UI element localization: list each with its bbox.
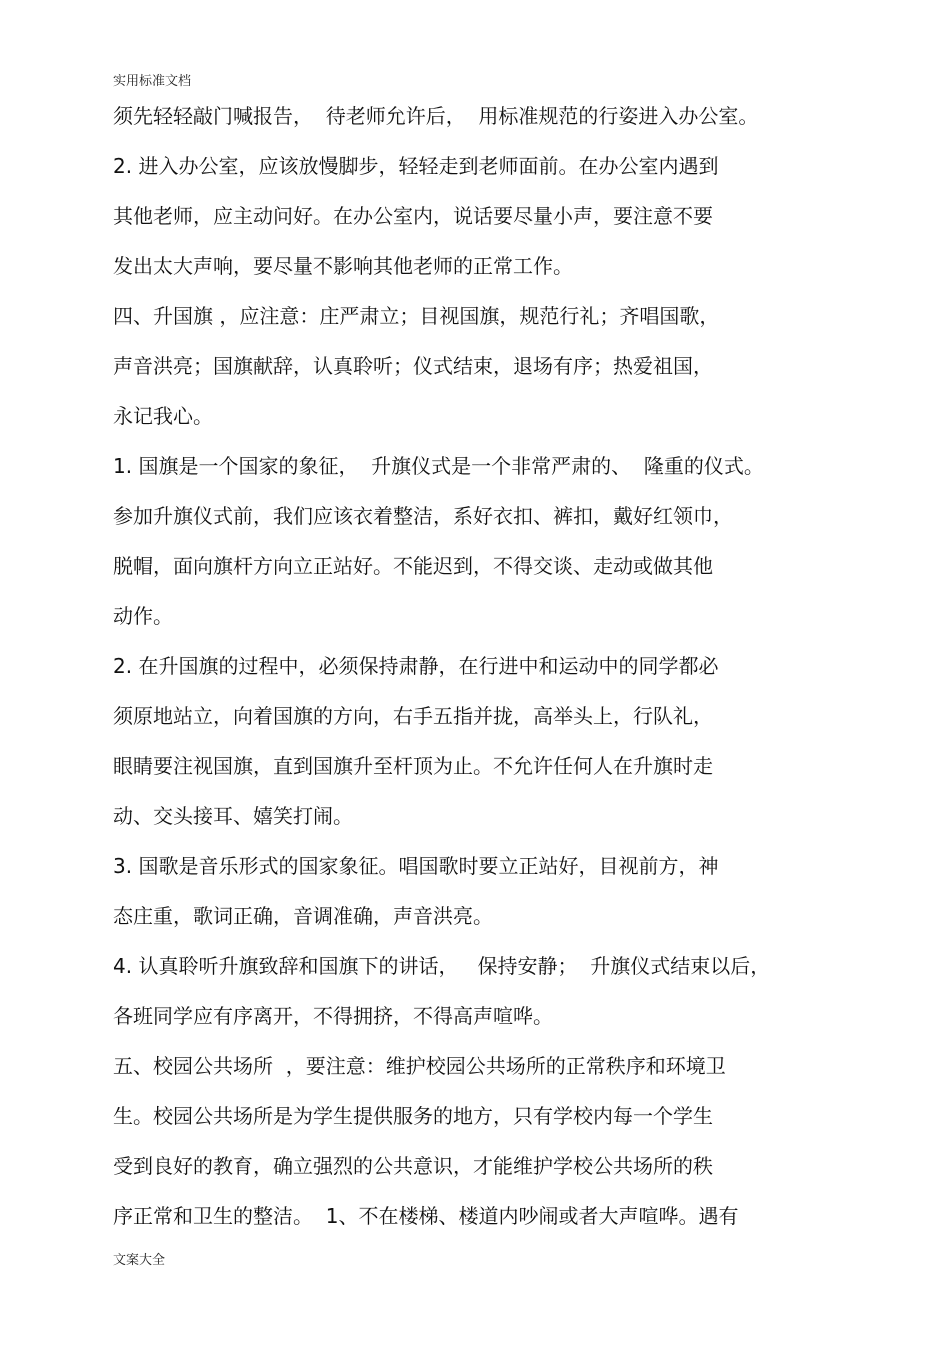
- text-line: 1. 国旗是一个国家的象征， 升旗仪式是一个非常严肃的、 隆重的仪式。: [113, 454, 764, 478]
- text-line: 态庄重，歌词正确，音调准确，声音洪亮。: [113, 904, 493, 928]
- page-header: 实用标准文档: [113, 74, 192, 89]
- text-line: 4. 认真聆听升旗致辞和国旗下的讲话， 保持安静； 升旗仪式结束以后，: [113, 954, 771, 978]
- text-line: 各班同学应有序离开，不得拥挤，不得高声喧哗。: [113, 1004, 553, 1028]
- text-line: 动、交头接耳、嬉笑打闹。: [113, 804, 353, 828]
- text-line: 其他老师，应主动问好。在办公室内，说话要尽量小声，要注意不要: [113, 204, 713, 228]
- text-line: 须先轻轻敲门喊报告， 待老师允许后， 用标准规范的行姿进入办公室。: [113, 104, 759, 128]
- text-line: 脱帽，面向旗杆方向立正站好。不能迟到，不得交谈、走动或做其他: [113, 554, 713, 578]
- text-line: 3. 国歌是音乐形式的国家象征。唱国歌时要立正站好，目视前方，神: [113, 854, 719, 878]
- text-line: 动作。: [113, 604, 173, 628]
- text-line: 2. 在升国旗的过程中，必须保持肃静，在行进中和运动中的同学都必: [113, 654, 719, 678]
- page-footer: 文案大全: [113, 1253, 166, 1268]
- text-line: 眼睛要注视国旗，直到国旗升至杆顶为止。不允许任何人在升旗时走: [113, 754, 713, 778]
- text-line: 生。校园公共场所是为学生提供服务的地方，只有学校内每一个学生: [113, 1104, 713, 1128]
- text-line: 2. 进入办公室，应该放慢脚步，轻轻走到老师面前。在办公室内遇到: [113, 154, 719, 178]
- section-heading-line: 五、校园公共场所 ，要注意：维护校园公共场所的正常秩序和环境卫: [113, 1054, 726, 1078]
- text-line: 受到良好的教育，确立强烈的公共意识，才能维护学校公共场所的秩: [113, 1154, 713, 1178]
- text-line: 须原地站立，向着国旗的方向，右手五指并拢，高举头上，行队礼，: [113, 704, 713, 728]
- section-heading-line: 四、升国旗 ，应注意：庄严肃立；目视国旗，规范行礼；齐唱国歌，: [113, 304, 720, 328]
- text-line: 序正常和卫生的整洁。 1、不在楼梯、楼道内吵闹或者大声喧哗。遇有: [113, 1204, 739, 1228]
- text-line: 声音洪亮；国旗献辞，认真聆听；仪式结束，退场有序；热爱祖国，: [113, 354, 713, 378]
- text-line: 永记我心。: [113, 404, 213, 428]
- text-line: 参加升旗仪式前，我们应该衣着整洁，系好衣扣、裤扣，戴好红领巾，: [113, 504, 733, 528]
- text-line: 发出太大声响，要尽量不影响其他老师的正常工作。: [113, 254, 573, 278]
